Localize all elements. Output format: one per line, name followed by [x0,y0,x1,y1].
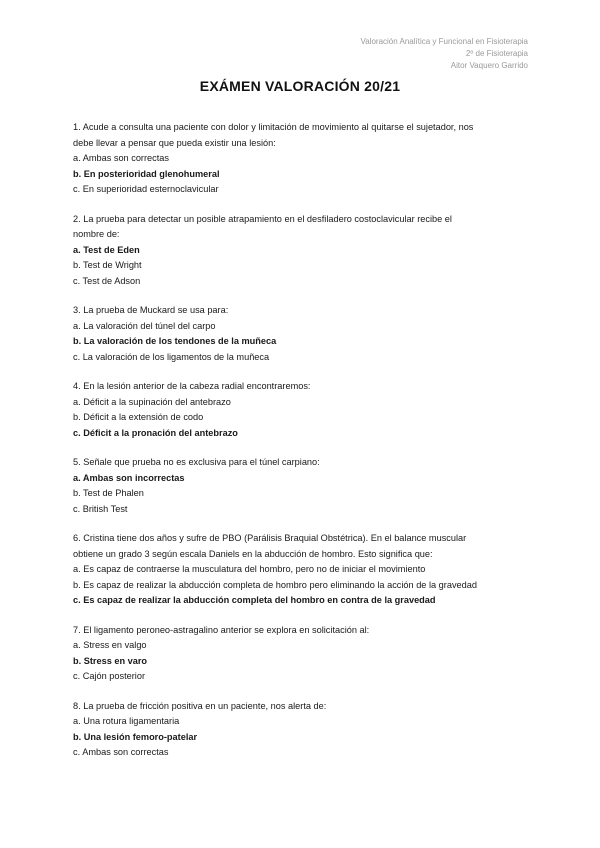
answer-option: a. Stress en valgo [73,640,147,651]
question-2 [73,212,533,290]
answer-option-correct: a. Ambas son incorrectas [73,472,185,483]
question-3 [73,303,533,365]
header-course: Valoración Analítica y Funcional en Fisioterapia [360,37,528,46]
answer-option-correct: b. La valoración de los tendones de la muñeca [73,336,277,347]
question-text: 8. La prueba de fricción positiva en un paciente, nos alerta de: [73,700,327,711]
answer-option: b. Déficit a la extensión de codo [73,412,204,423]
answer-option: b. Es capaz de realizar la abducción completa de hombro pero eliminando la acción de la gravedad [73,579,477,590]
question-text: 5. Señale que prueba no es exclusiva para el túnel carpiano: [73,457,320,468]
answer-option: b. Test de Wright [73,260,142,271]
answer-option-correct: c. Déficit a la pronación del antebrazo [73,427,238,438]
answer-option: c. British Test [73,503,128,514]
question-8 [73,699,533,761]
answer-option-correct: b. Stress en varo [73,655,148,666]
question-text: 4. En la lesión anterior de la cabeza radial encontraremos: [73,381,311,392]
answer-option: c. En superioridad esternoclavicular [73,184,219,195]
answer-option: c. La valoración de los ligamentos de la muñeca [73,351,270,362]
answer-option: a. Una rotura ligamentaria [73,716,180,727]
question-text: debe llevar a pensar que pueda existir una lesión: [73,137,276,148]
answer-option-correct: a. Test de Eden [73,244,140,255]
answer-option: a. Es capaz de contraerse la musculatura del hombro, pero no de iniciar el movimiento [73,564,426,575]
question-1 [73,120,533,198]
answer-option-correct: c. Es capaz de realizar la abducción completa del hombro en contra de la gravedad [73,595,436,606]
page-title: EXÁMEN VALORACIÓN 20/21 [199,78,401,94]
document-header [361,36,529,72]
question-7 [73,623,533,685]
answer-option-correct: b. Una lesión femoro-patelar [73,731,198,742]
answer-option: c. Ambas son correctas [73,747,169,758]
answer-option: a. Déficit a la supinación del antebrazo [73,396,231,407]
answer-option: a. Ambas son correctas [73,153,170,164]
answer-option: b. Test de Phalen [73,488,144,499]
question-text: 1. Acude a consulta una paciente con dolor y limitación de movimiento al quitarse el sujetador, nos [73,122,474,132]
answer-option: c. Test de Adson [73,275,141,286]
question-6 [73,531,533,609]
question-text: 7. El ligamento peroneo-astragalino anterior se explora en solicitación al: [73,624,370,635]
question-text: 3. La prueba de Muckard se usa para: [73,305,229,316]
answer-option-correct: b. En posterioridad glenohumeral [73,168,220,179]
question-text: obtiene un grado 3 según escala Daniels en la abducción de hombro. Esto significa que: [73,548,433,559]
answer-option: c. Cajón posterior [73,671,146,682]
question-5 [73,455,533,517]
header-year: 2º de Fisioterapia [465,49,528,58]
answer-option: a. La valoración del túnel del carpo [73,320,216,331]
question-text: nombre de: [73,229,120,240]
question-4 [73,379,533,441]
question-text: 6. Cristina tiene dos años y sufre de PBO (Parálisis Braquial Obstétrica). En el balance muscular [73,533,467,544]
question-text: 2. La prueba para detectar un posible atrapamiento en el desfiladero costoclavicular recibe el [73,213,452,224]
question-list [73,120,533,775]
header-author: Aitor Vaquero Garrido [450,61,528,70]
